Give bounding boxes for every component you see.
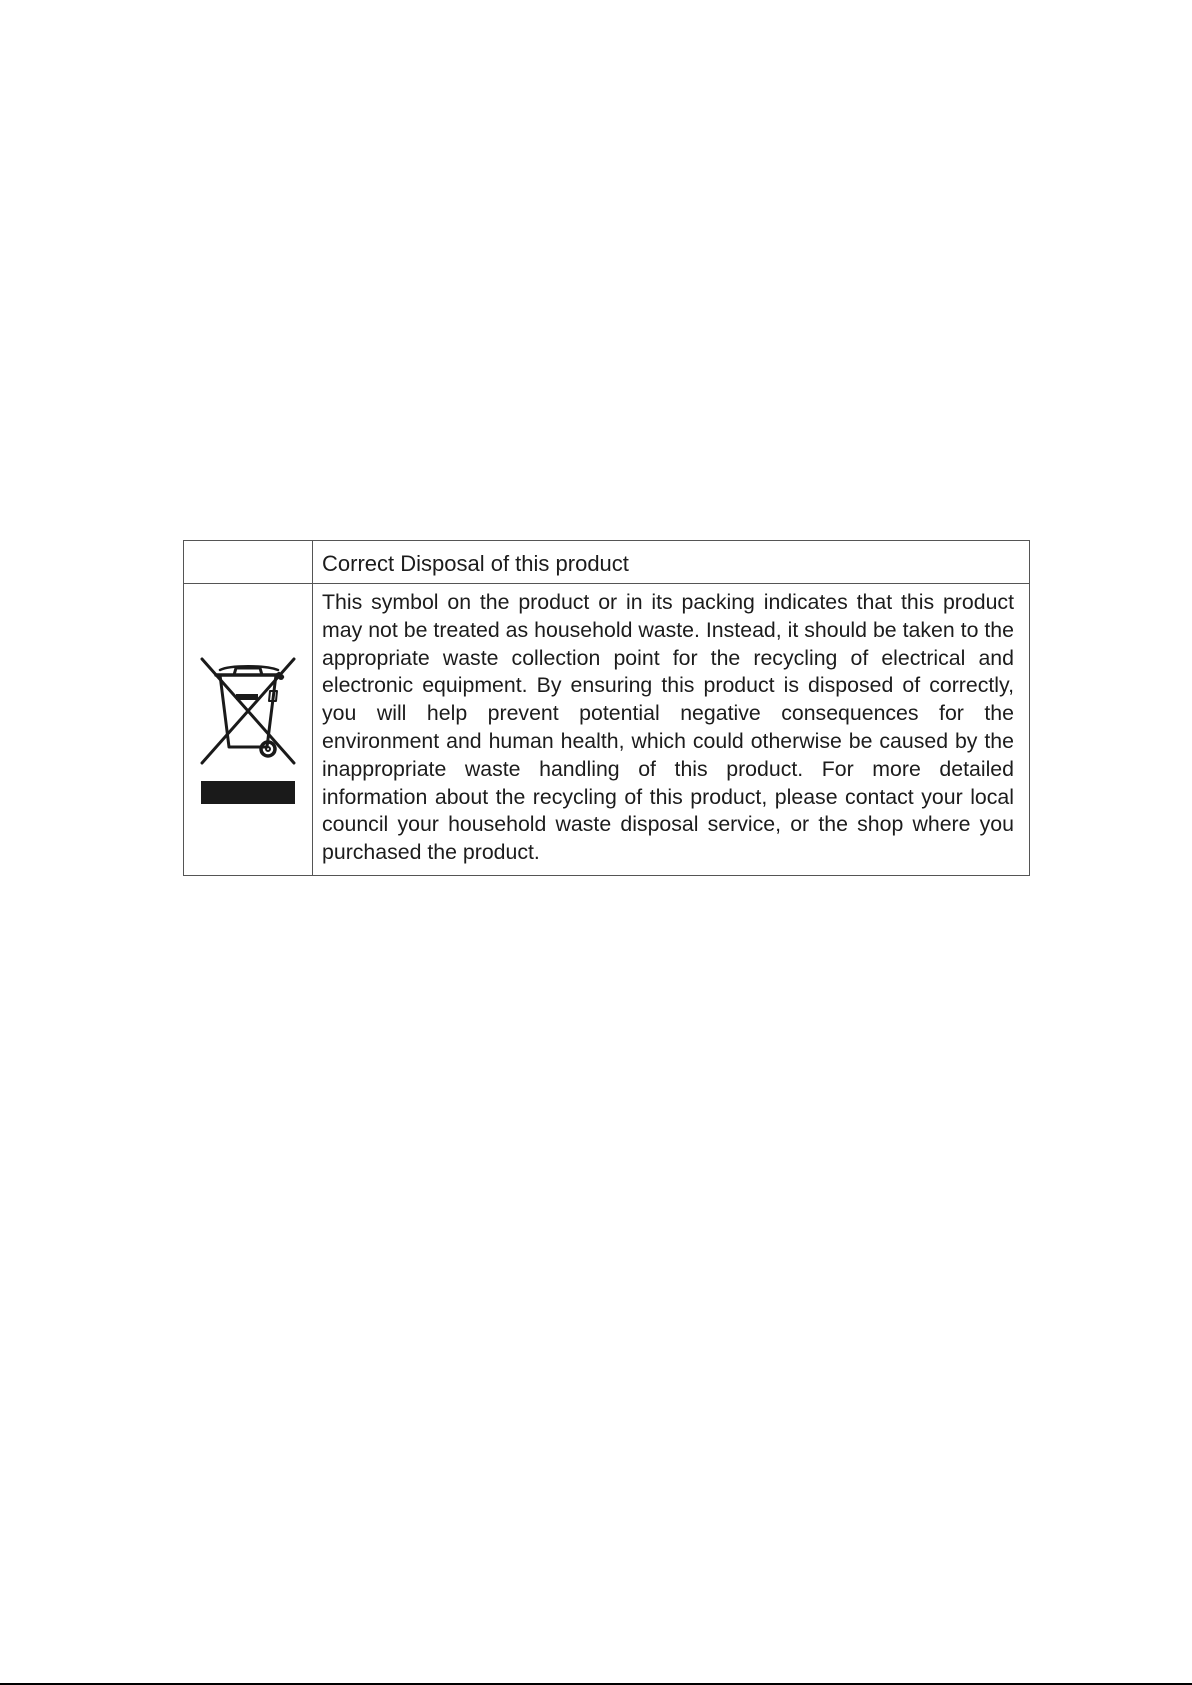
- icon-cell: [184, 584, 313, 876]
- disposal-notice-body: This symbol on the product or in its packing indicates that this product may not be treated as household waste. Instead, it should be taken to the appropriate waste collection point for the recycling of electrical and electronic equipment. By ensuring this product is disposed of correctly, you will help prevent potential negative consequences for the environment and human health, which could otherwise be caused by the inappropriate waste handling of this product. For more detailed information about the recycling of this product, please contact your local council your household waste disposal service, or the shop where you purchased the product.: [313, 584, 1030, 876]
- disposal-notice-table: [183, 540, 1030, 876]
- disposal-notice-header-row: [184, 541, 1030, 584]
- empty-header-cell: [184, 541, 313, 584]
- disposal-notice-title: Correct Disposal of this product: [313, 541, 1030, 584]
- crossed-out-wheelie-bin-icon: [190, 649, 306, 809]
- disposal-notice-body-row: [184, 584, 1030, 876]
